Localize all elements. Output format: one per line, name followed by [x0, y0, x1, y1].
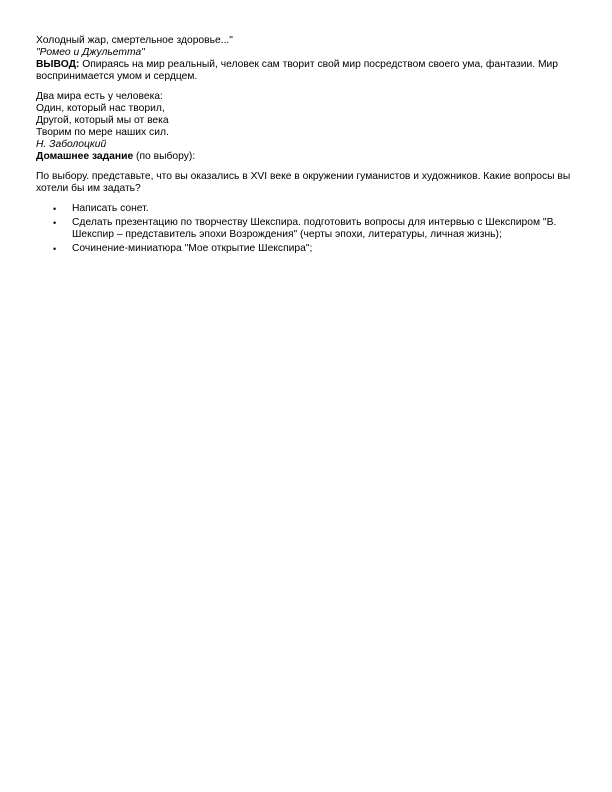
spacer [36, 195, 582, 203]
bullet-icon: • [53, 244, 57, 254]
quote-line: Холодный жар, смертельное здоровье..." [36, 35, 233, 46]
conclusion-paragraph [36, 59, 582, 71]
spacer [36, 163, 582, 171]
poem-line: Другой, который мы от века [36, 115, 169, 126]
conclusion-label: ВЫВОД: [36, 59, 80, 70]
list-item-text: Сделать презентацию по творчеству Шекспира. подготовить вопросы для интервью с Шекспиром "В. [72, 217, 557, 228]
list-item [36, 243, 582, 255]
list-item [36, 203, 582, 215]
bullet-icon: • [53, 218, 57, 228]
homework-heading [36, 151, 582, 163]
poem-line: Два мира есть у человека: [36, 91, 163, 102]
homework-list [36, 203, 582, 255]
homework-note: (по выбору): [133, 151, 196, 162]
homework-intro-line1: По выбору. представьте, что вы оказались в XVI веке в окружении гуманистов и художников. Какие вопросы вы [36, 171, 571, 182]
poem-line: Творим по мере наших сил. [36, 127, 169, 138]
conclusion-text-line2: воспринимается умом и сердцем. [36, 71, 198, 82]
document-page [36, 35, 582, 257]
poem-line: Один, который нас творил, [36, 103, 165, 114]
bullet-icon: • [53, 204, 57, 214]
homework-intro-line2: хотели бы им задать? [36, 183, 141, 194]
poem-author: Н. Заболоцкий [36, 139, 107, 150]
spacer [36, 83, 582, 91]
homework-label: Домашнее задание [36, 151, 134, 162]
list-item-text: Написать сонет. [72, 203, 149, 214]
list-item-text: Сочинение-миниатюра "Мое открытие Шекспира"; [72, 243, 313, 254]
poem-block [36, 91, 582, 151]
list-item [36, 217, 582, 241]
list-item-text: Шекспир – представитель эпохи Возрождения" (черты эпохи, литературы, личная жизнь); [72, 229, 502, 240]
conclusion-text-line1: Опираясь на мир реальный, человек сам творит свой мир посредством своего ума, фантазии. Мир [79, 59, 559, 70]
quote-source: "Ромео и Джульетта" [36, 47, 145, 58]
